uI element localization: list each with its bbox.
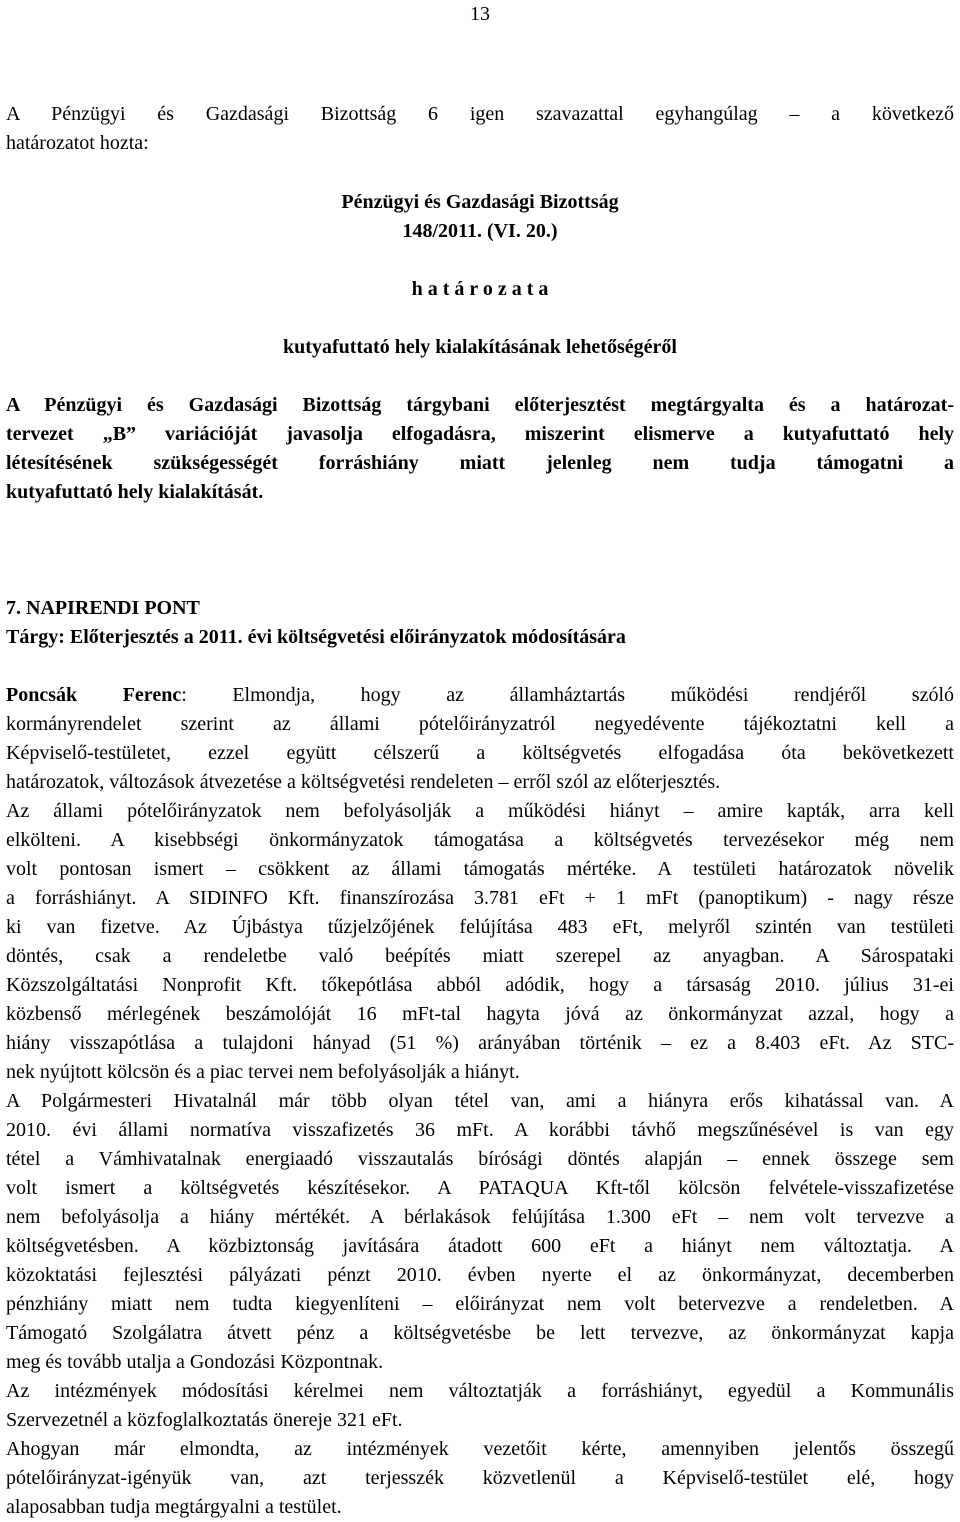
text-line: Poncsák Ferenc: Elmondja, hogy az államháztartás működési rendjéről szóló [6,684,955,706]
text-line: Szervezetnél a közfoglalkoztatás önereje 321 eFt. [6,1409,403,1431]
text-line: ki van fizetve. Az Újbástya tűzjelzőjének felújítása 483 eFt, melyről szintén van testületi [6,916,954,938]
resolution-subject: kutyafuttató hely kialakításának lehetőségéről [283,336,677,358]
text-line: nek nyújtott kölcsön és a piac tervei nem befolyásolják a hiányt. [6,1061,520,1083]
text-line: Képviselő-testületet, ezzel együtt célszerű a költségvetés elfogadása óta bekövetkezett [6,742,954,764]
agenda-item [6,594,954,652]
text-line: közbenső mérlegének beszámolóját 16 mFt-tal hagyta jóvá az önkormányzat azzal, hogy a [6,1003,954,1025]
resolution-body [6,391,954,507]
text-line: költségvetésben. A közbiztonság javítására átadott 600 eFt a hiányt nem változtatja. A [6,1235,954,1257]
minutes-paragraph-3 [6,1087,954,1377]
text-line: volt ismert a költségvetés készítésekor. A PATAQUA Kft-től kölcsön felvétele-visszafizetése [6,1177,954,1199]
text-line: döntés, csak a rendeletbe való beépítés miatt szerepel az anyagban. A Sárospataki [6,945,954,967]
text-line: Közszolgáltatási Nonprofit Kft. tőkepótlása abból adódik, hogy a társaság 2010. július 31-ei [6,974,954,996]
text-line: létesítésének szükségességét forráshiány miatt jelenleg nem tudja támogatni a [6,452,954,474]
page-number: 13 [470,3,490,25]
text-line: a forráshiányt. A SIDINFO Kft. finanszírozása 3.781 eFt + 1 mFt (panoptikum) - nagy része [6,887,954,909]
text-line: kutyafuttató hely kialakítását. [6,481,264,503]
minutes-paragraph-2 [6,797,954,1087]
text-line: Az állami pótelőirányzatok nem befolyásolják a működési hiányt – amire kapták, arra kell [6,800,954,822]
text-line: közoktatási fejlesztési pályázati pénzt 2010. évben nyerte el az önkormányzat, decemberben [6,1264,954,1286]
text-line: A Pénzügyi és Gazdasági Bizottság tárgybani előterjesztést megtárgyalta és a határozat- [6,394,954,416]
text-line: határozatot hozta: [6,132,149,154]
text-line: Támogató Szolgálatra átvett pénz a költségvetésbe be lett tervezve, az önkormányzat kapja [6,1322,954,1344]
text-line: A Pénzügyi és Gazdasági Bizottság 6 igen szavazattal egyhangúlag – a következő [6,103,954,125]
text-line: hiány visszapótlása a tulajdoni hányad (51 %) arányában történik – ez a 8.403 eFt. Az STC- [6,1032,954,1054]
text-line: kormányrendelet szerint az állami pótelőirányzatról negyedévente tájékoztatni kell a [6,713,954,735]
text-line: volt pontosan ismert – csökkent az állami támogatás mértéke. A testületi határozatok növelik [6,858,954,880]
text-line: pénzhiány miatt nem tudta kiegyenlíteni – előirányzat nem volt betervezve a rendeletben. A [6,1293,954,1315]
text-line: Az intézmények módosítási kérelmei nem változtatják a forráshiányt, egyedül a Kommunális [6,1380,954,1402]
agenda-number: 7. NAPIRENDI PONT [6,597,200,619]
text-line: Ahogyan már elmondta, az intézmények vezetőit kérte, amennyiben jelentős összegű [6,1438,954,1460]
resolution-committee: Pénzügyi és Gazdasági Bizottság [341,191,619,213]
text-line: pótelőirányzat-igényük van, azt terjesszék közvetlenül a Képviselő-testület elé, hogy [6,1467,954,1489]
resolution-number: 148/2011. (VI. 20.) [402,220,558,242]
text-line: nem befolyásolja a hiány mértékét. A bérlakások felújítása 1.300 eFt – nem volt tervezve a [6,1206,954,1228]
text-line: határozatok, változások átvezetése a költségvetési rendeleten – erről szól az előterjesztés. [6,771,721,793]
text-line: tervezet „B” variációját javasolja elfogadásra, miszerint elismerve a kutyafuttató hely [6,423,954,445]
resolution-label: h a t á r o z a t a [411,278,549,300]
agenda-subject: Tárgy: Előterjesztés a 2011. évi költségvetési előirányzatok módosítására [6,626,626,648]
text-line: alaposabban tudja megtárgyalni a testület. [6,1496,342,1518]
text-line: tétel a Vámhivatalnak energiaadó visszautalás bírósági döntés alapján – ennek összege sem [6,1148,954,1170]
minutes-paragraph-1 [6,681,954,797]
text-line: elkölteni. A kisebbségi önkormányzatok támogatása a költségvetés tervezésekor még nem [6,829,954,851]
intro-paragraph [6,100,954,158]
text-line: 2010. évi állami normatíva visszafizetés 36 mFt. A korábbi távhő megszűnésével is van egy [6,1119,954,1141]
minutes-paragraph-4 [6,1377,954,1435]
text-line: meg és tovább utalja a Gondozási Központnak. [6,1351,384,1373]
text-line: A Polgármesteri Hivatalnál már több olyan tétel van, ami a hiányra erős kihatással van. A [6,1090,954,1112]
speaker-name: Poncsák Ferenc [6,684,182,706]
minutes-paragraph-5 [6,1435,954,1522]
